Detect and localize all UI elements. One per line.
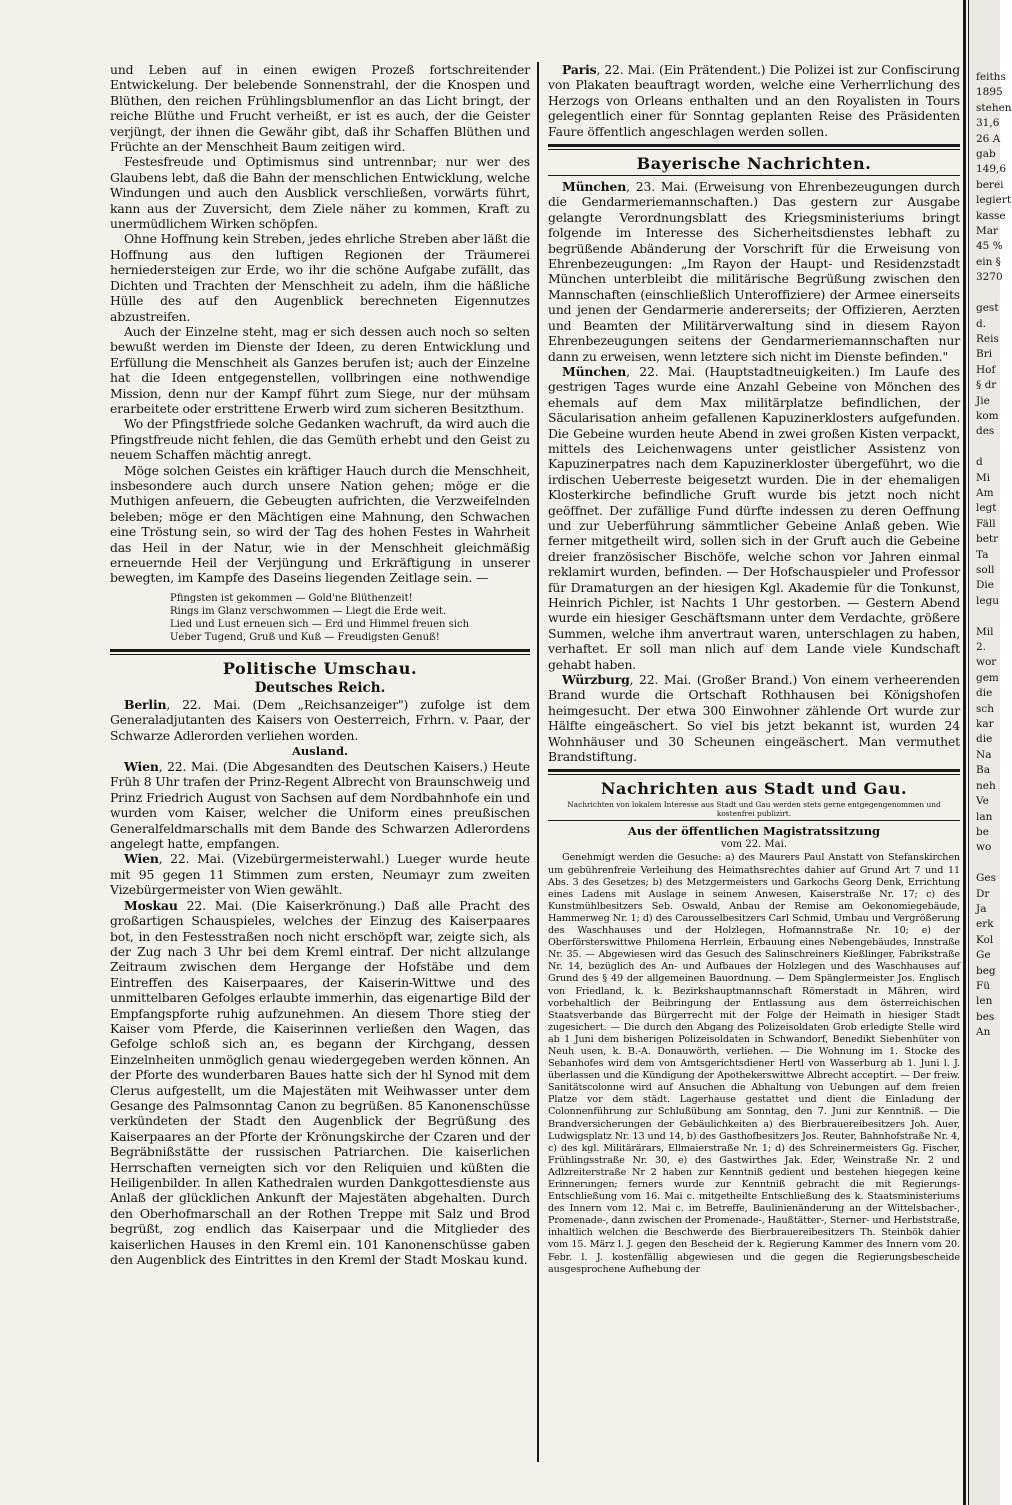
news-paris: Paris, 22. Mai. (Ein Prätendent.) Die Polizei ist zur Confiscirung von Plakaten beauftragt worden, welche eine Verherrlichung des Herzogs von Orleans enthalten und an den Royalisten in Tours gelegentlich einer für Sonntag geplanten Reise des Präsidenten Faure öffentlich angeschlagen werden sollen. [548, 62, 960, 139]
place-name: Wien [124, 759, 159, 775]
paragraph: und Leben auf in einen ewigen Prozeß fortschreitender Entwickelung. Der belebende Sonnenstrahl, der die Knospen und Blüthen, den reichen Frühlingsblumenflor an das Licht bringt, der reiche Blüthe und Frucht verheißt, er ist es auch, der die Geister verjüngt, der ihnen die Gewähr gibt, daß ihr Schaffen Blüthen und Früchte an der Menschheit Baum zeitigen wird. [110, 62, 530, 155]
news-moskau: Moskau 22. Mai. (Die Kaiserkrönung.) Daß alle Pracht des großartigen Schauspieles, welches der Einzug des Kaiserpaares bot, in den Festesstraßen noch nicht erschöpft war, zeigte sich, als der Zug nach 3 Uhr bei dem Kreml eintraf. Der nicht allzulange Zeitraum zwischen dem Hergange der Hofstäbe und dem Eintreffen des Kaiserpaares, der Kaiserin-Wittwe und des unmittelbaren Gefolges erlaubte immerhin, das eigenartige Bild der Empfangspforte ruhig aufzunehmen. An diesem Thore stieg der Kaiser vom Pferde, die Kaiserinnen verließen den Wagen, das Gefolge schloß sich an, es begann der Kirchgang, dessen Einzelnheiten unmöglich genau wiedergegeben werden können. An der Pforte des wunderbaren Baues hatte sich der hl Synod mit dem Clerus aufgestellt, um die Majestäten mit Weihwasser unter dem Gesange des Palmsonntag Canon zu begrüßen. 85 Kanonenschüsse verkündeten der Stadt den Augenblick der Begrüßung des Kaiserpaares an der Pforte der Krönungskirche der Czaren und der Begräbnißstätte der russischen Patriarchen. Die kaiserlichen Herrschaften verneigten sich vor den Reliquien und küßten die Heiligenbilder. In allen Kathedralen wurden Dankgottesdienste aus Anlaß der glücklichen Ankunft der Majestäten abgehalten. Durch den Oberhofmarschall an der Rothen Treppe mit Salz und Brod begrüßt, zog endlich das Kaiserpaar und die Mitglieder des kaiserlichen Hauses in den Kreml ein. 101 Kanonenschüsse gaben den Augenblick des Eintrittes in den Kreml der Stadt Moskau kund. [110, 897, 530, 1268]
edge-fragment: lan [976, 810, 993, 823]
edge-fragment: gab [976, 148, 996, 161]
edge-fragment: legt [976, 502, 997, 515]
subheading-deutsches-reich: Deutsches Reich. [254, 679, 386, 696]
section-title-stadt-und-gau: Nachrichten aus Stadt und Gau. [600, 779, 908, 799]
edge-fragment: Die [976, 579, 994, 592]
edge-fragment: Ve [976, 795, 989, 808]
edge-fragment: Fäll [976, 517, 996, 530]
news-wuerzburg: Würzburg, 22. Mai. (Großer Brand.) Von einem verheerenden Brand wurde die Ortschaft Rothhausen bei Königshofen heimgesucht. Der etwa 300 Einwohner zählende Ort wurde zur Hälfte eingeäschert. So viel bis jetzt bekannt ist, wurden 24 Wohnhäuser und 30 Scheunen eingeäschert. Man vermuthet Brandstiftung. [548, 672, 960, 765]
news-muenchen-2: München, 22. Mai. (Hauptstadtneuigkeiten.) Im Laufe des gestrigen Tages wurde eine Anzahl Gebeine von Mönchen des ehemals auf dem Max militärplatze befindlichen, der Säcularisation anheim gefallenen Kapuzinerklosters aufgefunden. Die Gebeine wurden heute Abend in zwei großen Kisten verpackt, mittels des Leichenwagens unter geistlicher Assistenz von Kapuzinerpatres nach dem Kapuzinerkloster übergeführt, wo die irdischen Ueberreste beigesetzt wurden. Die in der ehemaligen Klosterkirche befindliche Gruft wurde bis jetzt noch nicht geöffnet. Der zufällige Fund dürfte indessen zu deren Oeffnung und zur Ueberführung sämmtlicher Gebeine Anlaß geben. Wie ferner mitgetheilt wird, sollen sich in der Gruft auch die Gebeine dreier französischer Bischöfe, welche schon vor Jahren einmal reklamirt wurden, befinden. — Der Hofschauspieler und Professor für Dramaturgen an der hiesigen Kgl. Akademie für die Tonkunst, Heinrich Pichler, ist Nachts 1 Uhr gestorben. — Gestern Abend wurde ein hiesiger Geschäftsmann unter dem Verdachte, größere Summen, welche ihm anvertraut waren, unterschlagen zu haben, verhaftet. Er soll man nlich auf dem Lande viele Kundschaft gehabt haben. [548, 363, 960, 672]
edge-fragment: Mi [976, 471, 991, 484]
edge-fragment [976, 286, 998, 301]
paragraph: Auch der Einzelne steht, mag er sich dessen auch noch so selten bewußt werden im Dienste der Ideen, zu deren Entwicklung und Erfüllung die Menschheit als Ganzes berufen ist; auch der Einzelne hat die Ideen entgegenstellen, vollbringen eine nothwendige Mission, denn nur der Kampf führt zum Siege, nur der mühsam erarbeitete oder erstrittene Erwerb wird zum sicheren Besitzthum. [110, 323, 530, 416]
edge-fragment: erk [976, 918, 994, 931]
edge-fragment: 26 A [976, 132, 1001, 145]
place-name: München [562, 179, 627, 195]
left-column [110, 62, 530, 1267]
edge-fragment: Reis [976, 332, 999, 345]
edge-fragment: legiert [976, 194, 1012, 207]
edge-fragment: gem [976, 671, 999, 684]
edge-fragment: des [976, 425, 995, 438]
paragraph: Ohne Hoffnung kein Streben, jedes ehrliche Streben aber läßt die Hoffnung aus den luftigen Regionen der Träumerei herniedersteigen zur Erde, wo ihr die schöne Aufgabe zufällt, das Dichten und Trachten der Menschheit zu adeln, ihm die häßliche Hülle des auf den Augenblick berechneten Eigennutzes abzustreifen. [110, 231, 530, 324]
poem-line: Lied und Lust erneuen sich — Erd und Himmel freuen sich [170, 618, 470, 630]
edge-fragment [976, 609, 998, 624]
edge-fragment: betr [976, 533, 999, 546]
news-muenchen-1: München, 23. Mai. (Erweisung von Ehrenbezeugungen durch die Gendarmeriemannschaften.) Das gestern zur Ausgabe gelangte Verordnungsblatt des Kriegsministeriums bringt folgende im Interesse des Sicherheitsdienstes lebhaft zu begrüßende Abänderung der Vorschrift für die Erweisung von Ehrenbezeugungen: „Im Rayon der Haupt- und Residenzstadt München unterbleibt die militärische Begrüßung zwischen den Mannschaften (einschließlich Unteroffiziere) der Armee einerseits und jenen der Gendarmerie andererseits; der Offizieren, Aerzten und Beamten der Militärverwaltung sind in diesem Rayon Ehrenbezeugungen seitens der Gendarmeriemannschaften nur dann zu erweisen, wenn letztere sich nicht im Dienste befinden." [548, 179, 960, 364]
place-name: Moskau [124, 897, 178, 913]
paragraph: Möge solchen Geistes ein kräftiger Hauch durch die Menschheit, insbesondere auch durch unsere Nation gehen; möge er die Muthigen anfeuern, die Gebeugten aufrichten, die Verzweifelnden beleben; möge er den Mächtigen eine Mahnung, den Schwachen eine Tröstung sein, so wird der Tag des hohen Festes in Wahrheit das Heil in der Natur, wie in der Menschheit gleichmäßig erneuernde Heil der Verjüngung und Erkräftigung in unserer bewegten, im Kampfe des Daseins liegenden Zeitlage sein. — [110, 462, 530, 586]
news-berlin: Berlin, 22. Mai. (Dem „Reichsanzeiger") zufolge ist dem Generaladjutanten des Kaisers von Oesterreich, Frhrn. v. Paar, der Schwarze Adlerorden verliehen worden. [110, 696, 530, 743]
place-name: Würzburg [562, 672, 630, 688]
paragraph: Wo der Pfingstfriede solche Gedanken wachruft, da wird auch die Pfingstfreude nicht fehlen, die das Gemüth erhebt und den Geist zu neuem Schaffen mächtig anregt. [110, 416, 530, 463]
edge-fragment: soll [976, 564, 995, 576]
edge-fragment: 31,6 [976, 117, 1000, 130]
edge-fragment: Ba [976, 764, 990, 777]
edge-fragment: d. [976, 317, 987, 330]
edge-fragment: § dr [976, 379, 997, 392]
edge-fragment: 45 % [976, 240, 1003, 253]
edge-fragment: kom [976, 409, 999, 422]
magistrat-date: vom 22. Mai. [721, 839, 787, 851]
edge-fragment: be [976, 825, 989, 838]
section-title-politische-umschau: Politische Umschau. [222, 658, 418, 678]
poem-line: Rings im Glanz verschwommen — Liegt die Erde weit. [170, 605, 447, 617]
edge-fragment: ein § [976, 255, 1001, 268]
edge-fragment: stehen [976, 101, 1012, 114]
edge-fragment: 1895 [976, 86, 1003, 99]
edge-fragment: len [976, 995, 993, 1008]
edge-fragment: Ja [976, 902, 987, 915]
edge-fragment: d [976, 456, 983, 469]
edge-fragment: Ges [976, 872, 996, 885]
edge-fragment: Dr [976, 887, 990, 900]
edge-fragment: die [976, 687, 993, 700]
edge-fragment: kar [976, 718, 994, 731]
edge-fragment: feiths [976, 71, 1006, 83]
edge-fragment: bes [976, 1010, 995, 1023]
news-wien-2: Wien, 22. Mai. (Vizebürgermeisterwahl.) Lueger wurde heute mit 95 gegen 11 Stimmen zum ersten, Neumayr zum zweiten Vizebürgermeister von Wien gewählt. [110, 851, 530, 898]
page-fold-rule-thin [968, 0, 969, 1505]
edge-fragment: 149,6 [976, 163, 1007, 176]
edge-fragment: Jie [976, 394, 990, 407]
edge-fragment: Am [976, 486, 994, 499]
place-name: Wien [124, 851, 159, 867]
next-page-edge-column [976, 70, 1012, 1041]
place-name: Berlin [124, 696, 167, 712]
pentecost-article [110, 62, 530, 586]
section-title-bayerische-nachrichten: Bayerische Nachrichten. [636, 154, 872, 174]
edge-fragment: Mil [976, 625, 994, 638]
edge-fragment: kasse [976, 209, 1006, 222]
edge-fragment: Fü [976, 979, 991, 992]
middle-column [548, 62, 960, 1276]
poem-line: Pfingsten ist gekommen — Gold'ne Blüthenzeit! [170, 592, 413, 604]
subheading-ausland: Ausland. [292, 744, 348, 759]
magistrat-report: Genehmigt werden die Gesuche: a) des Maurers Paul Anstatt von Stefanskirchen um gebührenfreie Verleihung des Heimathsrechtes dahier auf Grund Art 7 und 11 Abs. 3 des Gesetzes; b) des Metzgermeisters und Garkochs Georg Denk, Errichtung eines Ladens mit Auslage in seinem Anwesen, Kaiserstraße Nr. 17; c) des Kunstmühlbesitzers Seb. Oswald, Anbau der Remise am Oekonomiegebäude, Hammerweg Nr. 1; d) des Carousselbesitzers Carl Schmid, Umbau und Vergrößerung des Waschhauses und der Holzlegen, Hofmannstraße Nr. 10; e) der Oberförsterswittwe Philomena Herrlein, Erbauung eines Nebengebäudes, Innstraße Nr. 35. — Abgewiesen wird das Gesuch des Salinschreiners Kießlinger, Fabrikstraße Nr. 14, bezüglich des An- und Aufbaues der Holzlegen und des Waschhauses auf Grund des § 49 der allgemeinen Bauordnung. — Dem Spänglermeister Jos. Englisch von Friedland, k. k. Bezirkshauptmannschaft Römerstadt in Mähren, wird vorbehaltlich der Beibringung der Entlassung aus dem österreichischen Staatsverbande das Bürgerrecht mit der Folge der Heimath in hiesiger Stadt zugesichert. — Die durch den Abgang des Polizeisoldaten Grob erledigte Stelle wird ab 1 Juni dem bisherigen Polizeisoldaten in Schwandorf, Benedikt Siebenhüter von Neuh usen, k. B.-A. Donauwörth, verliehen. — Die Wohnung im 1. Stocke des Sebanhofes wird dem von Amtsgerichtsdiener Hertl von Wasserburg ab 1. Juni l. J. überlassen und die Kündigung der Apothekerswittwe Albrecht acceptirt. — Der freiw. Sanitätscolonne wird auf Ansuchen die Abhaltung von Uebungen auf dem freien Platze vor dem städt. Lagerhause gestattet und dient die Einladung der Colonnenführung zur Schlußübung am Sonntag, den 7. Juni zur Kenntniß. — Die Brandversicherungen der Gebäulichkeiten a) des Bierbrauereibesitzers Joh. Auer, Ludwigsplatz Nr. 13 und 14, b) des Gasthofbesitzers Jos. Reuter, Bahnhofstraße Nr. 4, c) des kgl. Militärärars, Ellmaierstraße Nr. 1; d) des Schreinermeisters Gg. Fischer, Frühlingsstraße Nr. 30, e) des Gastwirthes Jak. Eder, Weinstraße Nr. 2 und Adlzreiterstraße Nr 2 haben zur Kenntniß gedient und bestehen hiegegen keine Erinnerungen; ferners wurde zur Kenntniß gebracht die mit Regierungs-Entschließung vom 16. Mai c. mitgetheilte Entschließung des k. Staatsministeriums des Innern vom 12. Mai c. im Betreffe, Baulinienänderung an der Wittelsbacher-, Promenade-, dann zwischen der Promenade-, Haußtätter-, Sterner- und Herbststraße, inhaltlich welchen die Beschwerde des Bierbrauereibesitzers Th. Steinbök dahier vom 15. März l. J. gegen den Bescheid der k. Regierung Kammer des Innern vom 20. Febr. l. J. kostenfällig abgewiesen und die gegen die Regierungsbescheide ausgesprochene Aufhebung der [548, 852, 960, 1275]
section-divider [548, 144, 960, 150]
edge-fragment: Na [976, 748, 992, 761]
thin-divider [548, 820, 960, 821]
edge-fragment: Hof [976, 363, 996, 376]
place-name: Paris [562, 62, 597, 77]
edge-fragment: 2. [976, 641, 987, 654]
edge-fragment: Kol [976, 933, 994, 946]
edge-fragment: neh [976, 779, 996, 792]
edge-fragment [976, 856, 998, 871]
edge-fragment: die [976, 733, 993, 746]
section-divider [548, 769, 960, 775]
poem [170, 592, 530, 644]
edge-fragment: Bri [976, 348, 993, 361]
thin-divider [548, 175, 960, 176]
edge-fragment: Ge [976, 949, 991, 962]
edge-fragment: Ta [976, 548, 989, 561]
edge-fragment: gest [976, 302, 999, 315]
edge-fragment: beg [976, 964, 996, 977]
edge-fragment: legu [976, 594, 1000, 607]
paragraph: Festesfreude und Optimismus sind untrennbar; nur wer des Glaubens lebt, daß die Bahn der menschlichen Entwicklung, welche Windungen und auch den Ausblick verschließen, vorwärts führt, kann aus der Zuversicht, dem Ziele näher zu kommen, Kraft zu unermüdlichem Wirken schöpfen. [110, 154, 530, 232]
poem-line: Ueber Tugend, Gruß und Kuß — Freudigsten Genuß! [170, 631, 440, 643]
edge-fragment: Mar [976, 225, 999, 238]
edge-fragment: wor [976, 656, 997, 669]
column-rule [537, 62, 539, 1462]
subheading-magistratssitzung: Aus der öffentlichen Magistratssitzung [627, 824, 881, 839]
edge-fragment: wo [976, 841, 992, 854]
page-fold-rule [963, 0, 966, 1505]
place-name: München [562, 363, 627, 379]
section-note: Nachrichten von lokalem Interesse aus Stadt und Gau werden stets gerne entgegengenommen und kostenfrei publizirt. [567, 800, 941, 819]
news-wien-1: Wien, 22. Mai. (Die Abgesandten des Deutschen Kaisers.) Heute Früh 8 Uhr trafen der Prinz-Regent Albrecht von Braunschweig und Prinz Friedrich August von Sachsen auf dem Nordbahnhofe ein und wurden vom Kaiser, welcher die Uniform eines preußischen Generalfeldmarschalls mit dem Bande des Schwarzen Adlerordens angelegt hatte, empfangen. [110, 759, 530, 852]
section-divider [110, 649, 530, 655]
edge-fragment: An [976, 1026, 991, 1039]
edge-fragment: berei [976, 178, 1004, 191]
edge-fragment: sch [976, 702, 995, 715]
edge-fragment: 3270 [976, 271, 1003, 284]
edge-fragment [976, 440, 998, 455]
